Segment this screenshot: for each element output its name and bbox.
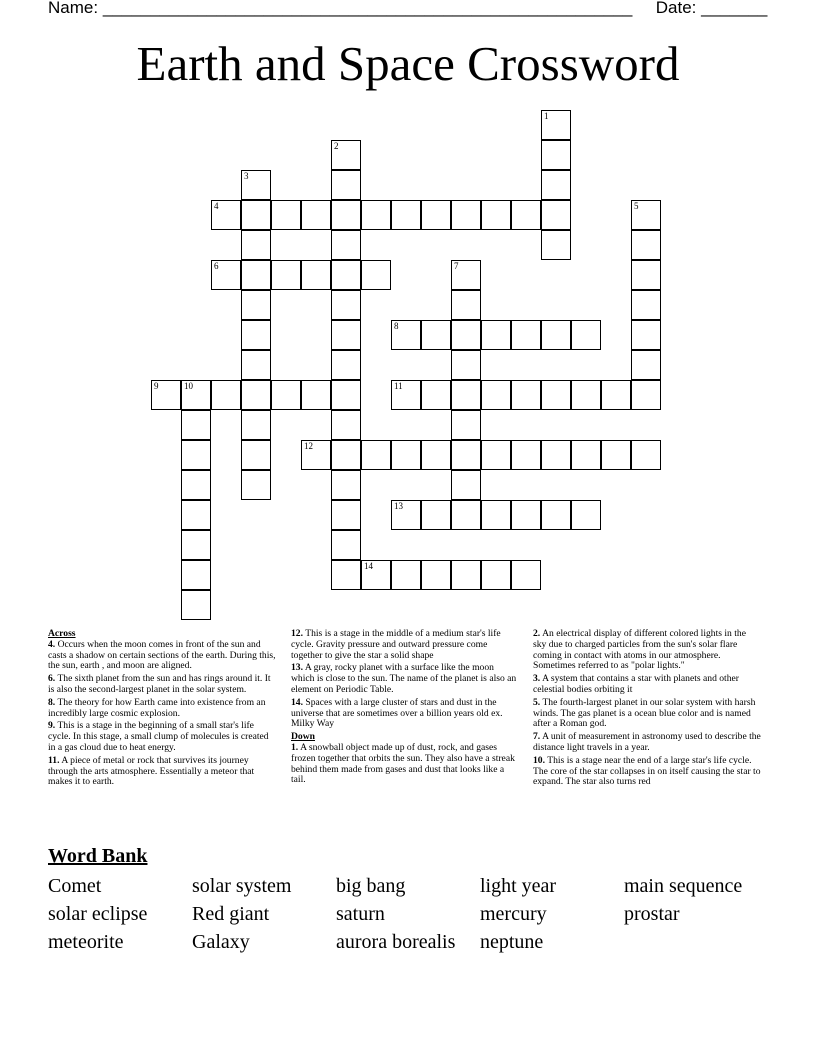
word-bank-item: prostar xyxy=(624,903,680,925)
clues-column-2 xyxy=(291,629,519,788)
grid-cell[interactable] xyxy=(331,350,361,380)
grid-cell[interactable] xyxy=(331,440,361,470)
grid-cell[interactable] xyxy=(301,380,331,410)
grid-cell[interactable] xyxy=(181,500,211,530)
grid-cell[interactable] xyxy=(151,380,181,410)
clue-across-8: 8. The theory for how Earth came into existence from an incredibly large cosmic explosion. xyxy=(48,696,266,719)
grid-cell[interactable] xyxy=(601,380,631,410)
grid-cell[interactable] xyxy=(451,500,481,530)
grid-cell[interactable] xyxy=(451,410,481,440)
clue-number: 12 xyxy=(304,441,313,451)
name-label: Name: xyxy=(48,0,99,17)
grid-cell[interactable] xyxy=(421,380,451,410)
clue-number: 2 xyxy=(334,141,339,151)
clue-number: 10 xyxy=(184,381,193,391)
clues-column-1 xyxy=(48,629,276,790)
clue-down-1: 1. A snowball object made up of dust, rock, and gases frozen together that orbits the sun. They also have a streak behind them made from gases and dust that looks like a tail. xyxy=(291,741,515,786)
date-field[interactable]: _______ xyxy=(701,0,768,17)
grid-cell[interactable] xyxy=(631,380,661,410)
grid-cell[interactable] xyxy=(331,200,361,230)
grid-cell[interactable] xyxy=(181,440,211,470)
grid-cell[interactable] xyxy=(541,380,571,410)
grid-cell[interactable] xyxy=(571,380,601,410)
grid-cell[interactable] xyxy=(361,260,391,290)
clue-across-6: 6. The sixth planet from the sun and has rings around it. It is also the second-largest planet in the solar system. xyxy=(48,673,271,695)
word-bank-item: Red giant xyxy=(192,903,270,925)
grid-cell[interactable] xyxy=(511,200,541,230)
grid-cell[interactable] xyxy=(271,200,301,230)
clue-across-9: 9. This is a stage in the beginning of a small star's life cycle. In this stage, a small clump of molecules is created in a gas cloud due to heat energy. xyxy=(48,720,269,753)
grid-cell[interactable] xyxy=(451,560,481,590)
clue-number: 6 xyxy=(214,261,219,271)
grid-cell[interactable] xyxy=(391,560,421,590)
grid-cell[interactable] xyxy=(481,560,511,590)
grid-cell[interactable] xyxy=(211,200,241,230)
grid-cell[interactable] xyxy=(511,560,541,590)
grid-cell[interactable] xyxy=(271,380,301,410)
word-bank-item: mercury xyxy=(480,903,547,925)
grid-cell[interactable] xyxy=(301,200,331,230)
clue-down-5: 5. The fourth-largest planet in our solar system with harsh winds. The gas planet is a ocean blue color and is named after a Roman god. xyxy=(533,696,756,730)
word-bank-item: saturn xyxy=(336,903,385,925)
grid-cell[interactable] xyxy=(301,440,331,470)
clue-number: 4 xyxy=(214,201,219,211)
word-bank-item: main sequence xyxy=(624,875,743,897)
grid-cell[interactable] xyxy=(211,380,241,410)
clue-number: 7 xyxy=(454,261,459,271)
grid-cell[interactable] xyxy=(241,470,271,500)
grid-cell[interactable] xyxy=(181,560,211,590)
grid-cell[interactable] xyxy=(331,230,361,260)
clue-across-11: 11. A piece of metal or rock that survives its journey through the arts atmosphere. Essentially a meteor that makes it to earth. xyxy=(48,754,255,788)
grid-cell[interactable] xyxy=(451,320,481,350)
grid-cell[interactable] xyxy=(451,350,481,380)
grid-cell[interactable] xyxy=(601,440,631,470)
date-label: Date: xyxy=(655,0,697,17)
down-heading: Down xyxy=(291,731,315,743)
grid-cell[interactable] xyxy=(541,140,571,170)
across-heading: Across xyxy=(48,628,76,639)
grid-cell[interactable] xyxy=(331,290,361,320)
clue-across-14: 14. Spaces with a large cluster of stars and dust in the universe that are sometimes over a billion years old ex. Milky Way xyxy=(291,696,503,730)
grid-cell[interactable] xyxy=(211,260,241,290)
clue-across-12: 12. This is a stage in the middle of a medium star's life cycle. Gravity pressure and outward pressure come together to give the star a solid shape xyxy=(291,628,501,661)
grid-cell[interactable] xyxy=(241,200,271,230)
grid-cell[interactable] xyxy=(361,560,391,590)
grid-cell[interactable] xyxy=(361,200,391,230)
grid-cell[interactable] xyxy=(511,440,541,470)
grid-cell[interactable] xyxy=(331,320,361,350)
grid-cell[interactable] xyxy=(331,530,361,560)
grid-cell[interactable] xyxy=(331,170,361,200)
grid-cell[interactable] xyxy=(301,260,331,290)
grid-cell[interactable] xyxy=(631,320,661,350)
grid-cell[interactable] xyxy=(541,230,571,260)
grid-cell[interactable] xyxy=(391,200,421,230)
grid-cell[interactable] xyxy=(391,320,421,350)
grid-cell[interactable] xyxy=(181,380,211,410)
grid-cell[interactable] xyxy=(331,560,361,590)
grid-cell[interactable] xyxy=(451,260,481,290)
grid-cell[interactable] xyxy=(631,290,661,320)
grid-cell[interactable] xyxy=(481,320,511,350)
grid-cell[interactable] xyxy=(451,470,481,500)
clue-down-10: 10. This is a stage near the end of a large star's life cycle. The core of the star collapses in on itself causing the star to expand. The star also turns red xyxy=(533,754,761,788)
grid-cell[interactable] xyxy=(241,320,271,350)
grid-cell[interactable] xyxy=(331,470,361,500)
clue-down-7: 7. A unit of measurement in astronomy used to describe the distance light travels in a year. xyxy=(533,731,761,753)
grid-cell[interactable] xyxy=(541,110,571,140)
grid-cell[interactable] xyxy=(571,440,601,470)
grid-cell[interactable] xyxy=(541,170,571,200)
grid-cell[interactable] xyxy=(241,410,271,440)
grid-cell[interactable] xyxy=(451,200,481,230)
clue-number: 9 xyxy=(154,381,159,391)
word-bank-item: light year xyxy=(480,875,557,897)
grid-cell[interactable] xyxy=(361,440,391,470)
grid-cell[interactable] xyxy=(391,500,421,530)
grid-cell[interactable] xyxy=(481,440,511,470)
grid-cell[interactable] xyxy=(241,440,271,470)
grid-cell[interactable] xyxy=(421,440,451,470)
clue-number: 13 xyxy=(394,501,403,511)
clue-down-2: 2. An electrical display of different colored lights in the sky due to charged particles from the sun's solar flare coming in contact with atoms in our atmosphere. Sometimes referred to as "polar lights." xyxy=(533,628,746,672)
name-field[interactable]: ________________________________________________________ xyxy=(102,0,633,17)
grid-cell[interactable] xyxy=(631,350,661,380)
grid-cell[interactable] xyxy=(511,320,541,350)
grid-cell[interactable] xyxy=(241,350,271,380)
grid-cell[interactable] xyxy=(481,380,511,410)
clues-column-3 xyxy=(533,629,761,790)
word-bank-item: neptune xyxy=(480,931,544,953)
grid-cell[interactable] xyxy=(421,200,451,230)
word-bank-item: aurora borealis xyxy=(336,931,456,953)
grid-cell[interactable] xyxy=(631,440,661,470)
grid-cell[interactable] xyxy=(571,320,601,350)
word-bank-item: meteorite xyxy=(48,931,124,953)
grid-cell[interactable] xyxy=(331,140,361,170)
grid-cell[interactable] xyxy=(241,290,271,320)
grid-cell[interactable] xyxy=(421,500,451,530)
clue-across-4: 4. Occurs when the moon comes in front of the sun and casts a shadow on certain sections of the earth. During this, the sun, earth , and moon are aligned. xyxy=(48,638,276,672)
page-title: Earth and Space Crossword xyxy=(136,36,680,91)
grid-cell[interactable] xyxy=(271,260,301,290)
grid-cell[interactable] xyxy=(241,230,271,260)
word-bank-item: Comet xyxy=(48,875,102,897)
grid-cell[interactable] xyxy=(541,440,571,470)
grid-cell[interactable] xyxy=(451,290,481,320)
grid-cell[interactable] xyxy=(631,200,661,230)
grid-cell[interactable] xyxy=(571,500,601,530)
grid-cell[interactable] xyxy=(511,380,541,410)
grid-cell[interactable] xyxy=(451,380,481,410)
grid-cell[interactable] xyxy=(241,260,271,290)
word-bank-item: Galaxy xyxy=(192,931,250,953)
clue-across-13: 13. A gray, rocky planet with a surface like the moon which is close to the sun. The name of the planet is also an element on Periodic Table. xyxy=(291,662,517,695)
word-bank-title: Word Bank xyxy=(48,845,148,867)
clue-number: 1 xyxy=(544,111,549,121)
grid-cell[interactable] xyxy=(181,410,211,440)
grid-cell[interactable] xyxy=(511,500,541,530)
grid-cell[interactable] xyxy=(541,500,571,530)
grid-cell[interactable] xyxy=(241,380,271,410)
clue-number: 14 xyxy=(364,561,373,571)
grid-cell[interactable] xyxy=(331,380,361,410)
grid-cell[interactable] xyxy=(631,260,661,290)
clue-number: 11 xyxy=(394,381,403,391)
clue-down-3: 3. A system that contains a star with planets and other celestial bodies orbiting it xyxy=(533,673,739,695)
grid-cell[interactable] xyxy=(421,320,451,350)
grid-cell[interactable] xyxy=(541,320,571,350)
clue-number: 3 xyxy=(244,171,249,181)
clue-number: 5 xyxy=(634,201,639,211)
grid-cell[interactable] xyxy=(481,500,511,530)
grid-cell[interactable] xyxy=(181,530,211,560)
grid-cell[interactable] xyxy=(331,500,361,530)
grid-cell[interactable] xyxy=(391,380,421,410)
grid-cell[interactable] xyxy=(391,440,421,470)
grid-cell[interactable] xyxy=(331,410,361,440)
grid-cell[interactable] xyxy=(541,200,571,230)
grid-cell[interactable] xyxy=(181,590,211,620)
grid-cell[interactable] xyxy=(331,260,361,290)
word-bank-item: solar eclipse xyxy=(48,903,148,925)
word-bank-item: big bang xyxy=(336,875,406,897)
word-bank-item: solar system xyxy=(192,875,292,897)
grid-cell[interactable] xyxy=(421,560,451,590)
grid-cell[interactable] xyxy=(181,470,211,500)
clue-number: 8 xyxy=(394,321,399,331)
grid-cell[interactable] xyxy=(451,440,481,470)
grid-cell[interactable] xyxy=(481,200,511,230)
grid-cell[interactable] xyxy=(241,170,271,200)
grid-cell[interactable] xyxy=(631,230,661,260)
